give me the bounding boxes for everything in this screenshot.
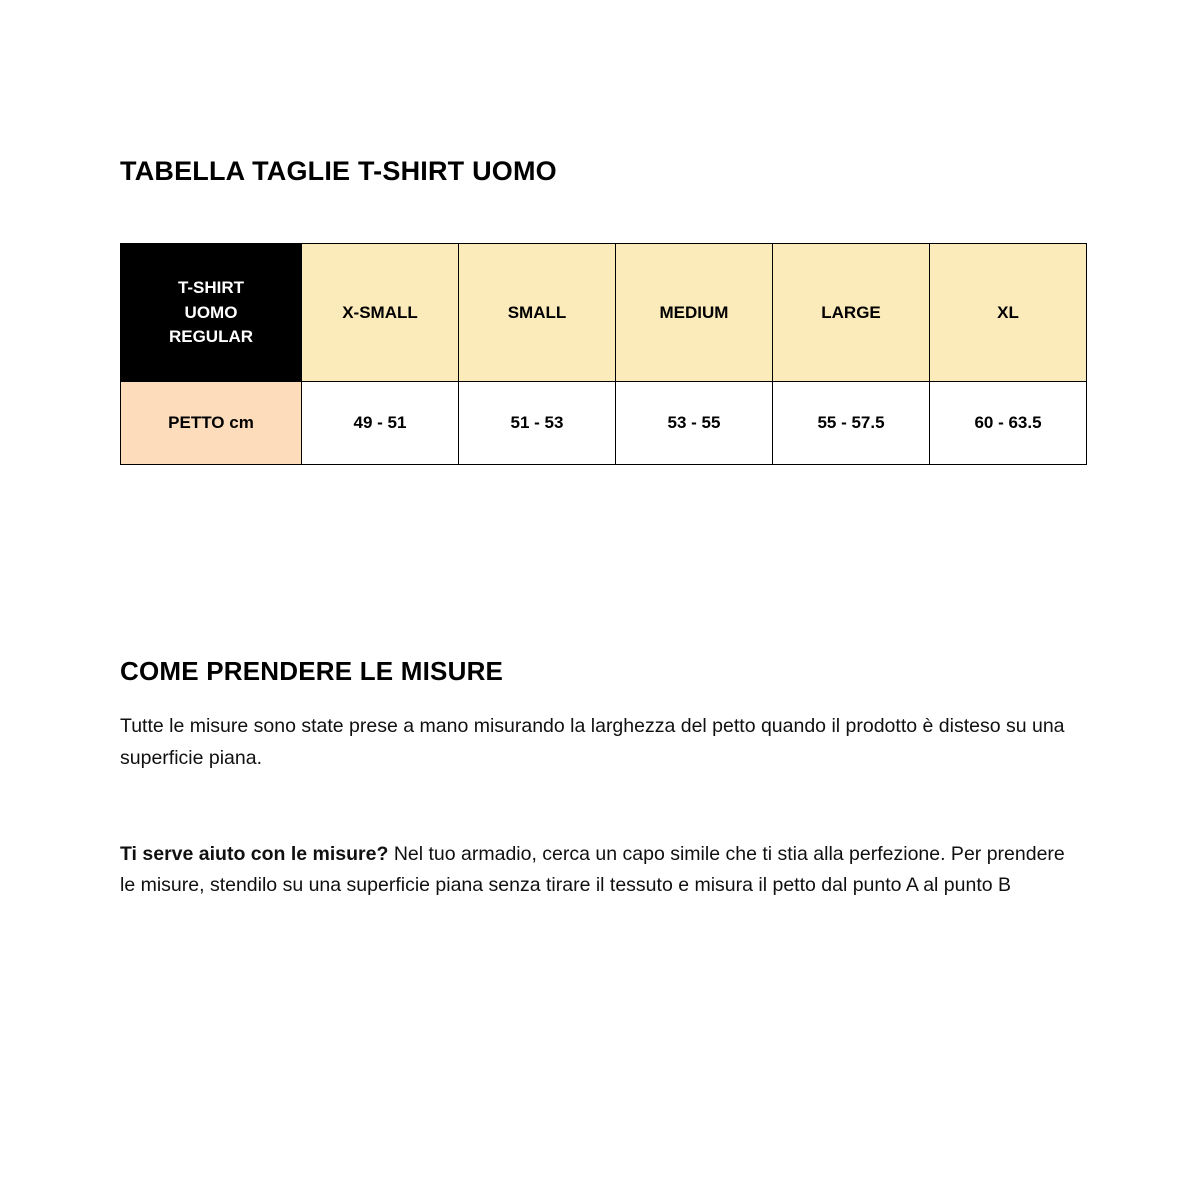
measure-help-question: Ti serve aiuto con le misure? — [120, 842, 389, 865]
corner-line-1: T-SHIRT — [177, 277, 245, 297]
page-title: TABELLA TAGLIE T-SHIRT UOMO — [120, 156, 557, 186]
table-corner-header — [121, 244, 302, 382]
cell-petto-medium: 53 - 55 — [616, 382, 773, 465]
size-chart-table — [120, 243, 1087, 465]
measure-section-heading: COME PRENDERE LE MISURE — [120, 656, 504, 687]
cell-petto-small: 51 - 53 — [459, 382, 616, 465]
column-header-xl: XL — [930, 244, 1087, 382]
measure-intro-paragraph: Tutte le misure sono state prese a mano misurando la larghezza del petto quando il prodotto è disteso su una superficie piana. — [120, 715, 1065, 769]
corner-line-2: UOMO — [184, 302, 238, 322]
cell-petto-xl: 60 - 63.5 — [930, 382, 1087, 465]
table-header-row — [121, 244, 1087, 382]
measure-help-paragraph — [120, 775, 1080, 902]
table-row — [121, 382, 1087, 465]
cell-petto-xsmall: 49 - 51 — [302, 382, 459, 465]
column-header-small: SMALL — [459, 244, 616, 382]
row-label-petto: PETTO cm — [121, 382, 302, 465]
column-header-medium: MEDIUM — [616, 244, 773, 382]
cell-petto-large: 55 - 57.5 — [773, 382, 930, 465]
measure-help-text: Nel tuo armadio, cerca un capo simile che ti stia alla perfezione. Per prendere le misure, stendilo su una superficie piana senza tirare il tessuto e misura il petto dal punto A al punto B — [120, 842, 1065, 897]
column-header-xsmall: X-SMALL — [302, 244, 459, 382]
column-header-large: LARGE — [773, 244, 930, 382]
corner-line-3: REGULAR — [168, 327, 254, 347]
